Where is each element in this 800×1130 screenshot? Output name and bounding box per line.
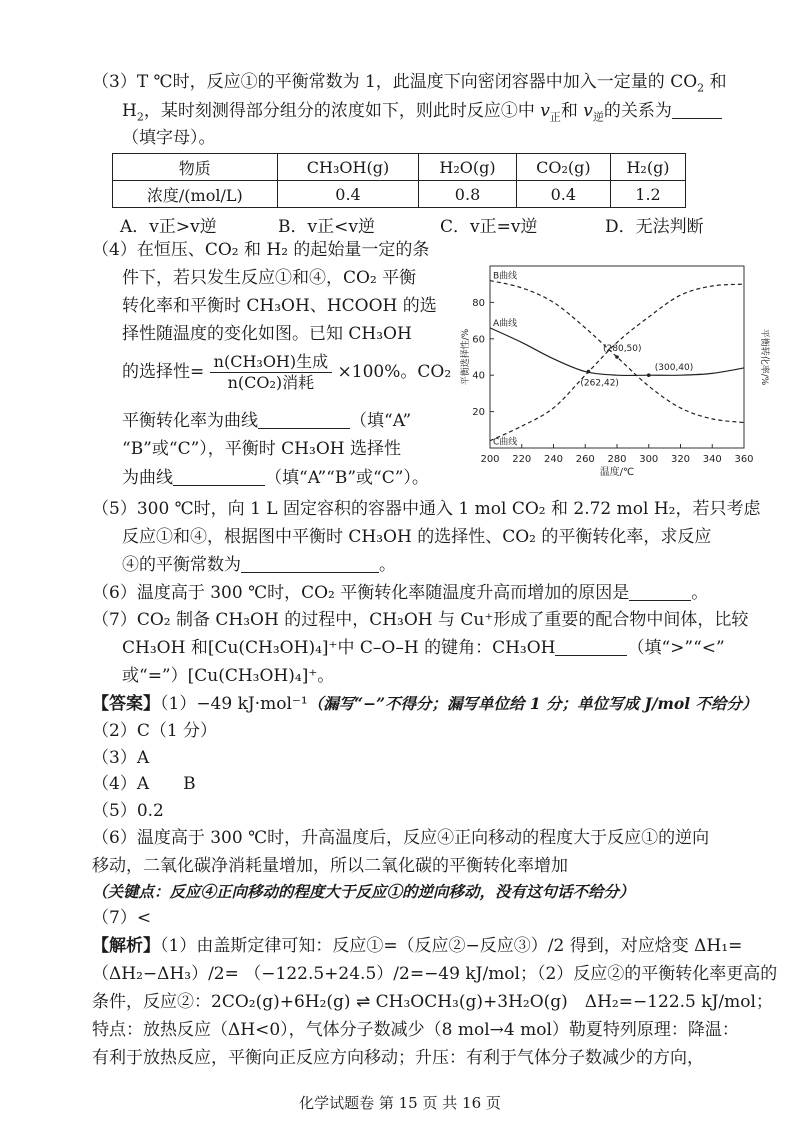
option-c: C．v正=v逆 <box>440 217 538 237</box>
series-label-2: C曲线 <box>493 437 518 448</box>
answer-line6b: 移动，二氧化碳净消耗量增加，所以二氧化碳的平衡转化率增加 <box>92 856 568 876</box>
x-tick-label: 320 <box>670 454 691 465</box>
table-cell: CO₂(g) <box>516 154 610 181</box>
y-tick-label: 60 <box>472 334 485 346</box>
y-axis-label-right: 平衡转化率/% <box>759 328 769 386</box>
annotation-point <box>587 370 591 374</box>
q6-line1: （6）温度高于 300 ℃时，CO₂ 平衡转化率随温度升高而增加的原因是 。 <box>92 583 709 603</box>
q4-line3: 转化率和平衡时 CH₃OH、HCOOH 的选 <box>122 296 437 316</box>
q3-line2: $H_2$，某时刻测得部分组分的浓度如下，则此时反应①中 $v_正$和 $v_逆$的关系为 <box>122 99 722 129</box>
annotation-point <box>615 355 619 359</box>
chart-series <box>490 281 744 441</box>
table-cell: 0.4 <box>516 181 610 208</box>
table-header-row <box>113 154 686 181</box>
option-d: D．无法判断 <box>605 217 704 237</box>
q5-line2: 反应①和④，根据图中平衡时 CH₃OH 的选择性、CO₂ 的平衡转化率，求反应 <box>122 527 712 547</box>
x-tick-label: 360 <box>734 454 754 465</box>
table-cell: 0.8 <box>419 181 516 208</box>
q4-line1: （4）在恒压、CO₂ 和 H₂ 的起始量一定的条 <box>92 240 430 260</box>
option-b: B．v正<v逆 <box>278 217 375 237</box>
table-cell: 0.4 <box>277 181 419 208</box>
x-tick-label: 220 <box>512 454 532 465</box>
q4-line4: 择性随温度的变化如图。已知 CH₃OH <box>122 324 412 344</box>
table-cell: 物质 <box>113 154 278 181</box>
table-cell: H₂(g) <box>611 154 686 181</box>
answer-line2: （2）C（1 分） <box>92 721 218 741</box>
page-footer: 化学试题卷 第 15 页 共 16 页 <box>299 1094 501 1112</box>
answer-line3: （3）A <box>92 748 150 768</box>
x-tick-label: 300 <box>639 454 659 465</box>
y-tick-label: 40 <box>472 370 485 382</box>
q7-line2: CH₃OH 和[Cu(CH₃OH)₄]⁺中 C–O–H 的键角：CH₃OH （填“>”“<” <box>122 638 725 658</box>
q4-line7: “B”或“C”），平衡时 CH₃OH 选择性 <box>122 439 401 459</box>
q5-line3: ④的平衡常数为 。 <box>122 555 396 575</box>
chart-labels <box>459 270 771 478</box>
answer-line5: （5）0.2 <box>92 801 164 821</box>
x-tick-label: 240 <box>543 454 564 465</box>
q3-line1: （3）T ℃时，反应①的平衡常数为 1，此温度下向密闭容器中加入一定量的 $CO_2$ 和 <box>92 72 727 95</box>
x-tick-label: 260 <box>575 454 595 465</box>
q4-line8: 为曲线 （填“A”“B”或“C”）。 <box>122 468 429 488</box>
y-axis-label-left: 平衡选择性/% <box>461 328 471 386</box>
annotation-label: (280,50) <box>603 344 642 354</box>
option-a: A．v正>v逆 <box>120 217 217 237</box>
series-label-0: B曲线 <box>493 271 518 282</box>
q7-line1: （7）CO₂ 制备 CH₃OH 的过程中，CH₃OH 与 Cu⁺形成了重要的配合物中间体，比较 <box>92 610 749 630</box>
q4-line5: 的选择性= $\frac{\text{n(CH₃OH)生成}}{\text{n(CO₂)消耗}}$ ×100%。CO₂ <box>122 352 452 392</box>
analysis-line4: 特点：放热反应（ΔH<0），气体分子数减少（8 mol→4 mol）勒夏特列原理：降温： <box>92 1020 739 1040</box>
y-tick-label: 80 <box>472 297 485 309</box>
series-label-1: A曲线 <box>493 318 518 329</box>
answer-note6: （关键点：反应④正向移动的程度大于反应①的逆向移动，没有这句话不给分） <box>92 882 635 901</box>
annotation-label: (300,40) <box>654 363 694 374</box>
answer-line4: （4）A B <box>92 774 196 794</box>
q3-line3: （填字母）。 <box>122 128 216 148</box>
answer-line1: 【答案】（1）−49 kJ·mol⁻¹（漏写“−”不得分；漏写单位给 1 分；单位写成 J/mol 不给分） <box>92 694 758 714</box>
x-tick-label: 200 <box>480 454 500 465</box>
x-axis-label: 温度/℃ <box>599 467 635 478</box>
q4-line6: 平衡转化率为曲线 （填“A” <box>122 411 412 431</box>
y-tick-label: 20 <box>472 407 485 419</box>
annotation-label: (262,42) <box>580 378 619 389</box>
q7-line3: 或“=”）[Cu(CH₃OH)₄]⁺。 <box>122 666 335 686</box>
answer-line6a: （6）温度高于 300 ℃时，升高温度后，反应④正向移动的程度大于反应①的逆向 <box>92 828 710 848</box>
analysis-line2: （ΔH₂−ΔH₃）/2= （−122.5+24.5）/2=−49 kJ/mol；（2）反应②的平衡转化率更高的 <box>92 964 778 984</box>
selectivity-fraction: $\frac{\text{n(CH₃OH)生成}}{\text{n(CO₂)消耗}}$ <box>210 352 332 393</box>
analysis-line5: 有利于放热反应，平衡向正反应方向移动；升压：有利于气体分子数减少的方向， <box>92 1048 704 1068</box>
table-row <box>113 181 686 208</box>
table-cell: 浓度/(mol/L) <box>113 181 278 208</box>
table-cell: 1.2 <box>611 181 686 208</box>
table-cell: H₂O(g) <box>419 154 516 181</box>
analysis-line1: 【解析】（1）由盖斯定律可知：反应①=（反应②−反应③）/2 得到，对应焓变 ΔH₁= <box>92 936 743 956</box>
answer-line7: （7）< <box>92 908 152 928</box>
analysis-line3: 条件，反应②：2CO₂(g)+6H₂(g) ⇌ CH₃OCH₃(g)+3H₂O(g) ΔH₂=−122.5 kJ/mol； <box>92 992 773 1012</box>
x-tick-label: 340 <box>702 454 722 465</box>
annotation-point <box>647 373 651 377</box>
table-cell: CH₃OH(g) <box>277 154 419 181</box>
concentration-table <box>112 153 686 208</box>
x-tick-label: 280 <box>607 454 627 465</box>
equilibrium-chart <box>456 256 786 484</box>
q5-line1: （5）300 ℃时，向 1 L 固定容积的容器中通入 1 mol CO₂ 和 2.72 mol H₂，若只考虑 <box>92 499 761 519</box>
q4-line2: 件下，若只发生反应①和④，CO₂ 平衡 <box>122 268 417 288</box>
